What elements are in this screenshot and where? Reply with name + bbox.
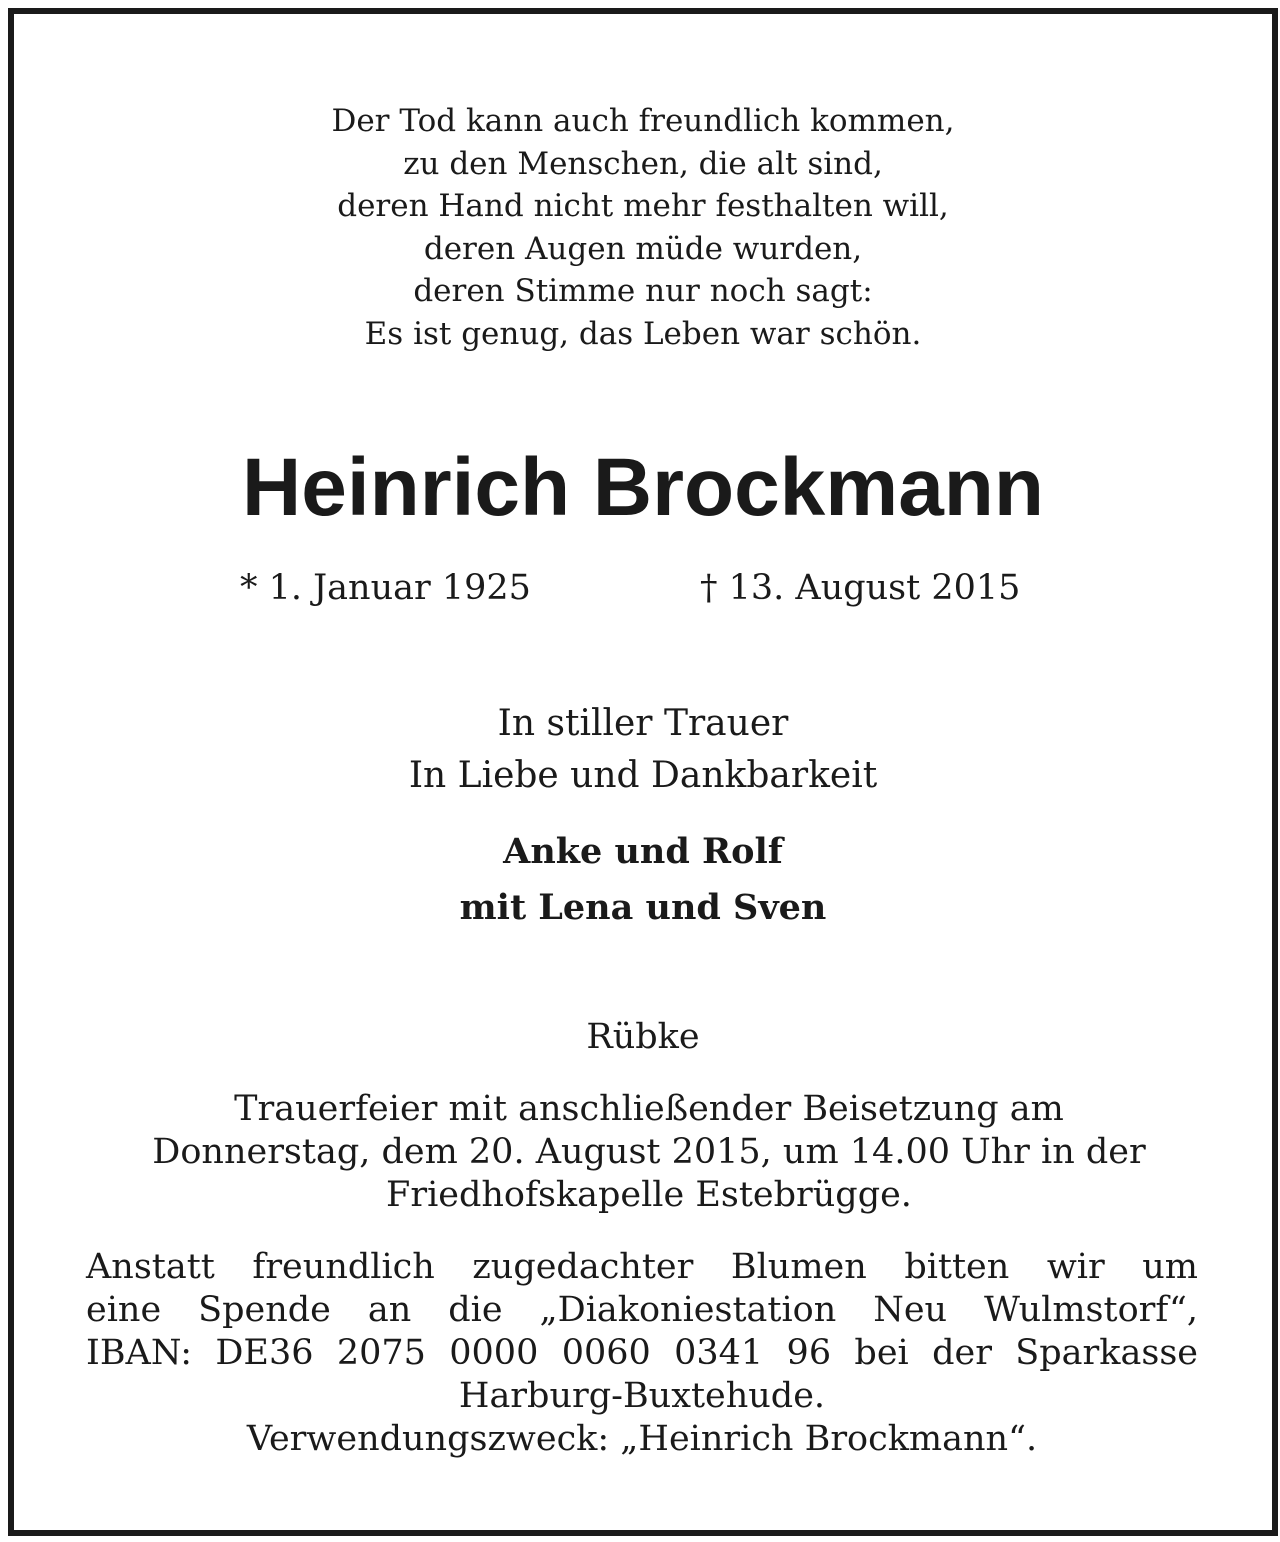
family-names bbox=[14, 824, 1272, 936]
ceremony-line: Trauerfeier mit anschließender Beisetzung am bbox=[234, 1089, 1064, 1129]
poem-line: zu den Menschen, die alt sind, bbox=[403, 145, 883, 182]
poem-line: Es ist genug, das Leben war schön. bbox=[364, 315, 922, 352]
death-date: † 13. August 2015 bbox=[700, 568, 1021, 608]
mourning-line: In stiller Trauer bbox=[497, 703, 789, 744]
donation-line: eine Spende an die „Diakoniestation Neu Wulmstorf“, bbox=[86, 1290, 1198, 1330]
donation-info bbox=[86, 1246, 1198, 1461]
deceased-name: Heinrich Brockmann bbox=[242, 442, 1044, 533]
family-line: Anke und Rolf bbox=[503, 831, 783, 872]
donation-line: Verwendungszweck: „Heinrich Brockmann“. bbox=[246, 1419, 1038, 1459]
mourning-line: In Liebe und Dankbarkeit bbox=[408, 755, 878, 796]
poem-line: deren Augen müde wurden, bbox=[423, 230, 863, 267]
birth-date: * 1. Januar 1925 bbox=[240, 568, 531, 608]
poem-line: deren Hand nicht mehr festhalten will, bbox=[337, 188, 949, 224]
place-name: Rübke bbox=[586, 1017, 700, 1057]
poem bbox=[14, 100, 1272, 355]
ceremony-line: Donnerstag, dem 20. August 2015, um 14.00 Uhr in der bbox=[152, 1132, 1146, 1172]
family-line: mit Lena und Sven bbox=[459, 887, 827, 928]
donation-line: Harburg-Buxtehude. bbox=[458, 1376, 826, 1416]
poem-line: deren Stimme nur noch sagt: bbox=[413, 273, 873, 309]
donation-line: IBAN: DE36 2075 0000 0060 0341 96 bei der Sparkasse bbox=[86, 1333, 1198, 1373]
obituary-notice bbox=[8, 8, 1278, 1536]
donation-line: Anstatt freundlich zugedachter Blumen bitten wir um bbox=[86, 1247, 1198, 1287]
mourning-text bbox=[14, 698, 1272, 802]
ceremony-info bbox=[94, 1088, 1204, 1217]
ceremony-line: Friedhofskapelle Estebrügge. bbox=[386, 1175, 912, 1215]
poem-line: Der Tod kann auch freundlich kommen, bbox=[331, 103, 955, 139]
